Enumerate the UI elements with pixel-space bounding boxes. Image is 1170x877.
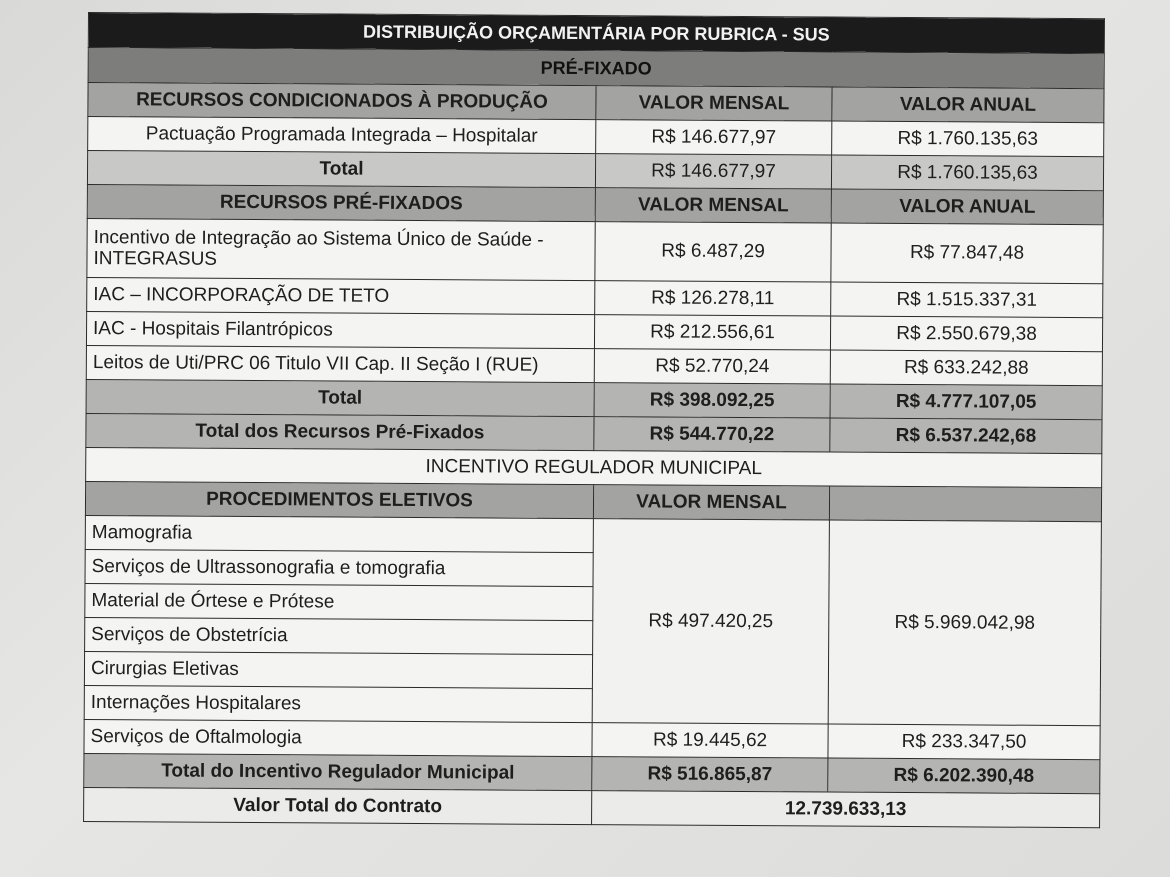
section3-header-label: PROCEDIMENTOS ELETIVOS — [85, 481, 593, 518]
total-anual: R$ 6.202.390,48 — [828, 758, 1100, 794]
oftalmo-mensal: R$ 19.445,62 — [592, 723, 828, 758]
section3-header-mensal: VALOR MENSAL — [593, 485, 829, 520]
procedure-item: Cirurgias Eletivas — [84, 651, 592, 688]
row-mensal: R$ 6.487,29 — [595, 222, 831, 282]
row-anual: R$ 2.550.679,38 — [830, 316, 1102, 352]
section3-header-anual — [829, 486, 1101, 522]
row-label: IAC – INCORPORAÇÃO DE TETO — [87, 277, 595, 314]
row-label: IAC - Hospitais Filantrópicos — [86, 311, 594, 348]
section1-header-label: RECURSOS CONDICIONADOS À PRODUÇÃO — [88, 83, 596, 120]
row-mensal: R$ 52.770,24 — [594, 349, 830, 384]
procedure-item: Internações Hospitalares — [84, 685, 592, 722]
budget-table — [83, 12, 1105, 828]
section1-header-anual: VALOR ANUAL — [832, 87, 1104, 123]
procedure-item: Material de Órtese e Prótese — [85, 583, 593, 620]
section2-header-mensal: VALOR MENSAL — [595, 188, 831, 223]
row-label: Leitos de Uti/PRC 06 Titulo VII Cap. II Seção I (RUE) — [86, 345, 594, 382]
section2-header-label: RECURSOS PRÉ-FIXADOS — [87, 184, 595, 221]
grand-total-anual: R$ 6.537.242,68 — [830, 418, 1102, 454]
total-label: Total — [86, 379, 594, 416]
contract-total-value: 12.739.633,13 — [592, 791, 1100, 828]
row-anual: R$ 77.847,48 — [831, 223, 1103, 284]
procedures-anual: R$ 5.969.042,98 — [828, 520, 1101, 726]
oftalmo-label: Serviços de Oftalmologia — [84, 719, 592, 756]
contract-total-row — [84, 787, 1100, 827]
row-mensal: R$ 146.677,97 — [596, 120, 832, 155]
total-anual: R$ 4.777.107,05 — [830, 384, 1102, 420]
procedure-item: Serviços de Ultrassonografia e tomografia — [85, 549, 593, 586]
total-label: Total do Incentivo Regulador Municipal — [84, 753, 592, 790]
procedure-item: Serviços de Obstetrícia — [85, 617, 593, 654]
section3-title: INCENTIVO REGULADOR MUNICIPAL — [86, 447, 1102, 487]
total-mensal: R$ 516.865,87 — [592, 757, 828, 792]
total-anual: R$ 1.760.135,63 — [831, 155, 1103, 191]
row-anual: R$ 1.760.135,63 — [832, 121, 1104, 157]
total-label: Total — [87, 151, 595, 188]
row-anual: R$ 633.242,88 — [830, 350, 1102, 386]
section1-header-mensal: VALOR MENSAL — [596, 86, 832, 121]
procedure-item: Mamografia — [85, 515, 593, 552]
contract-total-label: Valor Total do Contrato — [84, 787, 592, 824]
grand-total-label: Total dos Recursos Pré-Fixados — [86, 413, 594, 450]
budget-document — [83, 12, 1104, 828]
procedures-mensal: R$ 497.420,25 — [592, 519, 829, 724]
oftalmo-anual: R$ 233.347,50 — [828, 724, 1100, 760]
table-title: DISTRIBUIÇÃO ORÇAMENTÁRIA POR RUBRICA - SUS — [88, 13, 1104, 54]
table-row — [87, 218, 1103, 283]
row-label: Incentivo de Integração ao Sistema Único de Saúde - INTEGRASUS — [87, 218, 595, 280]
table-subtitle: PRÉ-FIXADO — [88, 48, 1104, 89]
grand-total-mensal: R$ 544.770,22 — [594, 417, 830, 452]
row-mensal: R$ 126.278,11 — [595, 281, 831, 316]
row-mensal: R$ 212.556,61 — [594, 315, 830, 350]
total-mensal: R$ 398.092,25 — [594, 383, 830, 418]
section2-header-anual: VALOR ANUAL — [831, 189, 1103, 225]
row-anual: R$ 1.515.337,31 — [831, 282, 1103, 318]
row-label: Pactuação Programada Integrada – Hospitalar — [88, 117, 596, 154]
total-mensal: R$ 146.677,97 — [595, 154, 831, 189]
